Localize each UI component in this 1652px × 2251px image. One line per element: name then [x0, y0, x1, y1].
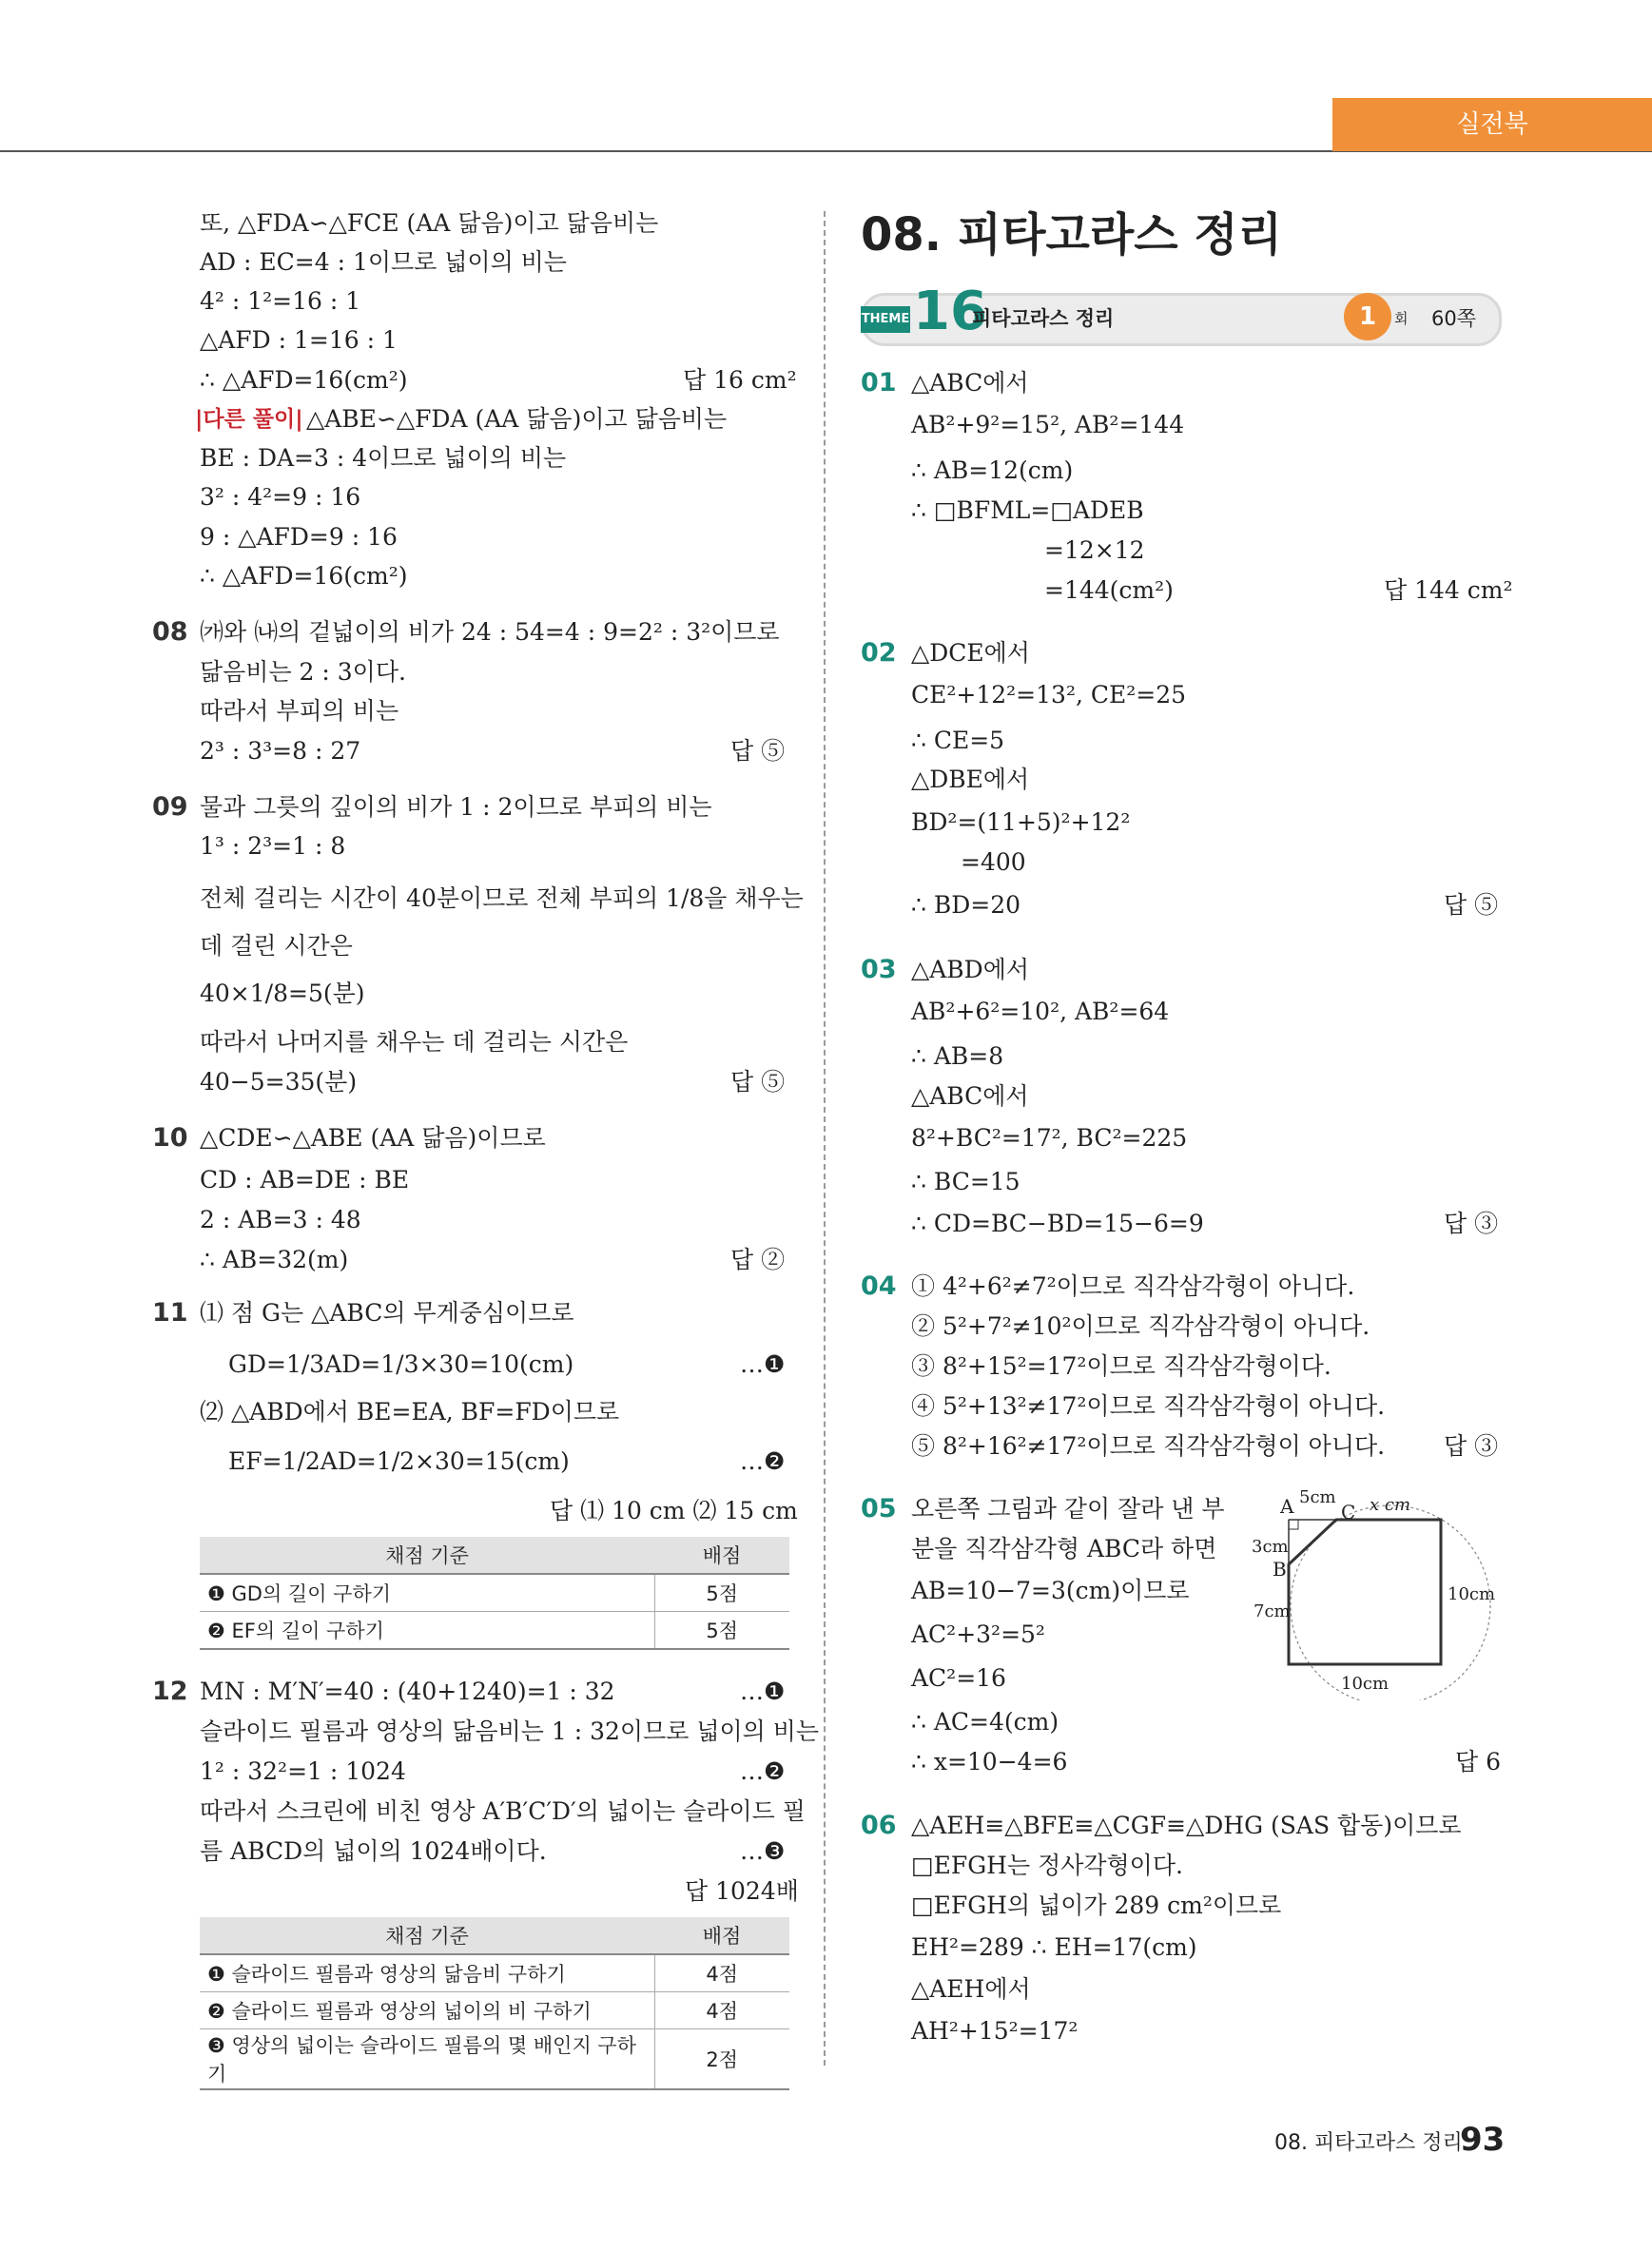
text-line: AC²=16: [911, 1664, 1006, 1692]
table-row: [200, 2029, 789, 2090]
text-line: △ABD에서: [911, 956, 1029, 983]
problem-number: 09: [152, 792, 188, 822]
answer: 답 ②: [730, 1246, 786, 1273]
table-cell: 4점: [654, 1992, 789, 2029]
text-line: □EFGH의 넓이가 289 cm²이므로: [911, 1892, 1282, 1919]
text-line: ③ 8²+15²=17²이므로 직각삼각형이다.: [911, 1352, 1331, 1380]
label-x-cm: x cm: [1370, 1495, 1411, 1515]
theme-name: 피타고라스 정리: [972, 307, 1115, 330]
table-header: 채점 기준: [200, 1537, 654, 1574]
problem-number: 03: [861, 955, 897, 984]
text-line: AC²+3²=5²: [911, 1620, 1045, 1648]
answer: 답 ③: [1444, 1210, 1499, 1237]
text-line: ∴ □BFML=□ADEB: [911, 496, 1144, 524]
text-line: ∴ AB=32(m): [200, 1246, 349, 1273]
table-header: 배점: [654, 1537, 789, 1574]
text-line: △ABC에서: [911, 369, 1029, 397]
text-line: EF=1/2AD=1/2×30=15(cm): [228, 1447, 570, 1475]
table-cell: 5점: [654, 1574, 789, 1612]
text-line: ∴ BC=15: [911, 1168, 1020, 1195]
footer-chapter: 08. 피타고라스 정리: [1274, 2131, 1463, 2155]
text-line: 오른쪽 그림과 같이 잘라 낸 부: [911, 1495, 1225, 1523]
text-line: =12×12: [1044, 536, 1145, 564]
text-line: △ABE∽△FDA (AA 닮음)이고 닮음비는: [306, 405, 728, 433]
text-line: 름 ABCD의 넓이의 1024배이다.: [200, 1837, 547, 1865]
table-cell: ❷ 슬라이드 필름과 영상의 넓이의 비 구하기: [200, 1992, 654, 2029]
text-line: 40×1/8=5(분): [200, 980, 365, 1007]
table-header: 채점 기준: [200, 1917, 654, 1954]
step-mark: …❶: [740, 1350, 786, 1378]
text-line: ⑴ 점 G는 △ABC의 무게중심이므로: [200, 1299, 574, 1327]
label-10cm-bottom: 10cm: [1341, 1674, 1390, 1694]
label-7cm: 7cm: [1254, 1601, 1291, 1621]
text-line: MN : M′N′=40 : (40+1240)=1 : 32: [200, 1678, 615, 1705]
column-divider: [824, 211, 826, 2066]
text-line: 4² : 1²=16 : 1: [200, 287, 361, 315]
step-mark: …❶: [740, 1678, 786, 1705]
text-line: ∴ x=10−4=6: [911, 1748, 1068, 1776]
scoring-table: [200, 1537, 789, 1650]
problem-number: 08: [152, 617, 188, 647]
text-line: □EFGH는 정사각형이다.: [911, 1852, 1183, 1879]
chapter-title: 08. 피타고라스 정리: [861, 208, 1283, 262]
text-line: 2 : AB=3 : 48: [200, 1206, 361, 1233]
problem-number: 01: [861, 368, 897, 398]
text-line: 또, △FDA∽△FCE (AA 닮음)이고 닮음비는: [200, 209, 659, 237]
text-line: 1² : 32²=1 : 1024: [200, 1757, 406, 1785]
label-5cm: 5cm: [1299, 1487, 1336, 1507]
text-line: ∴ AB=8: [911, 1042, 1004, 1070]
table-row: [200, 1992, 789, 2029]
right-angle-mark: [1289, 1520, 1298, 1529]
text-line: AB²+6²=10², AB²=64: [911, 998, 1170, 1025]
text-line: ∴ CD=BC−BD=15−6=9: [911, 1210, 1204, 1237]
text-line: AB²+9²=15², AB²=144: [911, 411, 1185, 438]
text-line: EH²=289 ∴ EH=17(cm): [911, 1933, 1197, 1961]
table-cell: 5점: [654, 1612, 789, 1650]
page-number: 93: [1460, 2121, 1506, 2159]
answer: 답 144 cm²: [1384, 576, 1513, 604]
round-badge: 1: [1344, 293, 1391, 340]
section-tab-label: 실전북: [1456, 110, 1528, 139]
step-mark: …❷: [740, 1447, 786, 1475]
text-line: AH²+15²=17²: [911, 2017, 1079, 2045]
text-line: CD : AB=DE : BE: [200, 1166, 410, 1193]
text-line: 8²+BC²=17², BC²=225: [911, 1124, 1188, 1152]
problem-number: 05: [861, 1494, 897, 1523]
pentagon-shape: [1289, 1520, 1441, 1664]
text-line: 3² : 4²=9 : 16: [200, 483, 361, 511]
theme-page: 60쪽: [1431, 307, 1477, 330]
answer: 답 ⑤: [1444, 891, 1499, 919]
table-cell: ❸ 영상의 넓이는 슬라이드 필름의 몇 배인지 구하기: [200, 2029, 654, 2090]
text-line: ㈎와 ㈏의 겉넓이의 비가 24 : 54=4 : 9=2² : 3²이므로: [200, 618, 780, 646]
answer: 답 6: [1455, 1748, 1502, 1776]
text-line: 닮음비는 2 : 3이다.: [200, 658, 406, 686]
problem-number: 10: [152, 1123, 188, 1153]
answer: 답 ③: [1444, 1432, 1499, 1460]
text-line: BD²=(11+5)²+12²: [911, 808, 1131, 836]
table-cell: 4점: [654, 1954, 789, 1992]
text-line: ∴ △AFD=16(cm²): [200, 562, 408, 590]
text-line: 40−5=35(분): [200, 1068, 358, 1096]
text-line: 전체 걸리는 시간이 40분이므로 전체 부피의 1/8을 채우는: [200, 884, 804, 912]
table-header: 배점: [654, 1917, 789, 1954]
step-mark: …❸: [740, 1837, 786, 1865]
text-line: AB=10−7=3(cm)이므로: [911, 1577, 1190, 1604]
geometry-figure: [1246, 1487, 1503, 1700]
table-row: [200, 1574, 789, 1612]
problem-number: 04: [861, 1271, 897, 1301]
table-cell: ❶ 슬라이드 필름과 영상의 닮음비 구하기: [200, 1954, 654, 1992]
text-line: GD=1/3AD=1/3×30=10(cm): [228, 1350, 574, 1378]
text-line: CE²+12²=13², CE²=25: [911, 681, 1187, 708]
label-c: C: [1341, 1501, 1356, 1523]
text-line: ∴ CE=5: [911, 727, 1005, 754]
theme-number: 16: [913, 281, 987, 342]
alt-solution-label: |다른 풀이|: [195, 407, 303, 432]
text-line: AD : EC=4 : 1이므로 넓이의 비는: [200, 248, 567, 276]
text-line: 따라서 스크린에 비친 영상 A′B′C′D′의 넓이는 슬라이드 필: [200, 1797, 806, 1825]
theme-badge: THEME: [861, 306, 910, 333]
text-line: 슬라이드 필름과 영상의 닮음비는 1 : 32이므로 넓이의 비는: [200, 1717, 820, 1745]
text-line: △ABC에서: [911, 1082, 1029, 1110]
problem-number: 06: [861, 1811, 897, 1840]
text-line: BE : DA=3 : 4이므로 넓이의 비는: [200, 444, 567, 472]
text-line: ① 4²+6²≠7²이므로 직각삼각형이 아니다.: [911, 1272, 1355, 1300]
label-b: B: [1273, 1558, 1287, 1581]
label-a: A: [1280, 1495, 1294, 1518]
text-line: ⑵ △ABD에서 BE=EA, BF=FD이므로: [200, 1398, 620, 1426]
text-line: ⑤ 8²+16²≠17²이므로 직각삼각형이 아니다.: [911, 1432, 1386, 1460]
step-mark: …❷: [740, 1757, 786, 1785]
text-line: ∴ △AFD=16(cm²): [200, 366, 408, 394]
problem-number: 02: [861, 638, 897, 668]
problem-number: 12: [152, 1677, 188, 1706]
round-unit: 회: [1394, 310, 1409, 327]
text-line: △DCE에서: [911, 639, 1030, 667]
scoring-table: [200, 1917, 789, 2090]
text-line: △AEH≡△BFE≡△CGF≡△DHG (SAS 합동)이므로: [911, 1812, 1462, 1839]
text-line: △DBE에서: [911, 766, 1030, 793]
text-line: ∴ BD=20: [911, 891, 1021, 919]
text-line: ∴ AC=4(cm): [911, 1708, 1059, 1736]
text-line: 분을 직각삼각형 ABC라 하면: [911, 1535, 1217, 1562]
text-line: ∴ AB=12(cm): [911, 456, 1074, 484]
text-line: 1³ : 2³=1 : 8: [200, 832, 346, 860]
answer: 답 ⑤: [730, 1068, 786, 1096]
table-cell: ❷ EF의 길이 구하기: [200, 1612, 654, 1650]
text-line: ④ 5²+13²≠17²이므로 직각삼각형이 아니다.: [911, 1392, 1386, 1420]
text-line: 2³ : 3³=8 : 27: [200, 737, 361, 765]
text-line: =400: [961, 848, 1026, 876]
text-line: 따라서 나머지를 채우는 데 걸리는 시간은: [200, 1028, 629, 1056]
table-cell: 2점: [654, 2029, 789, 2090]
text-line: △CDE∽△ABE (AA 닮음)이므로: [200, 1124, 546, 1152]
label-3cm: 3cm: [1252, 1537, 1289, 1557]
text-line: ② 5²+7²≠10²이므로 직각삼각형이 아니다.: [911, 1312, 1370, 1340]
text-line: 물과 그릇의 깊이의 비가 1 : 2이므로 부피의 비는: [200, 793, 712, 821]
answer: 답 16 cm²: [683, 366, 797, 394]
table-row: [200, 1612, 789, 1650]
table-row: [200, 1954, 789, 1992]
text-line: 따라서 부피의 비는: [200, 697, 399, 725]
text-line: △AEH에서: [911, 1975, 1031, 2003]
answer: 답 ⑴ 10 cm ⑵ 15 cm: [550, 1497, 798, 1524]
text-line: 9 : △AFD=9 : 16: [200, 523, 398, 551]
label-10cm-right: 10cm: [1448, 1584, 1496, 1604]
text-line: 데 걸린 시간은: [200, 932, 353, 960]
text-line: =144(cm²): [1044, 576, 1174, 604]
text-line: △AFD : 1=16 : 1: [200, 326, 398, 354]
answer: 답 1024배: [685, 1877, 799, 1905]
problem-number: 11: [152, 1298, 188, 1328]
table-cell: ❶ GD의 길이 구하기: [200, 1574, 654, 1612]
answer: 답 ⑤: [730, 737, 786, 765]
